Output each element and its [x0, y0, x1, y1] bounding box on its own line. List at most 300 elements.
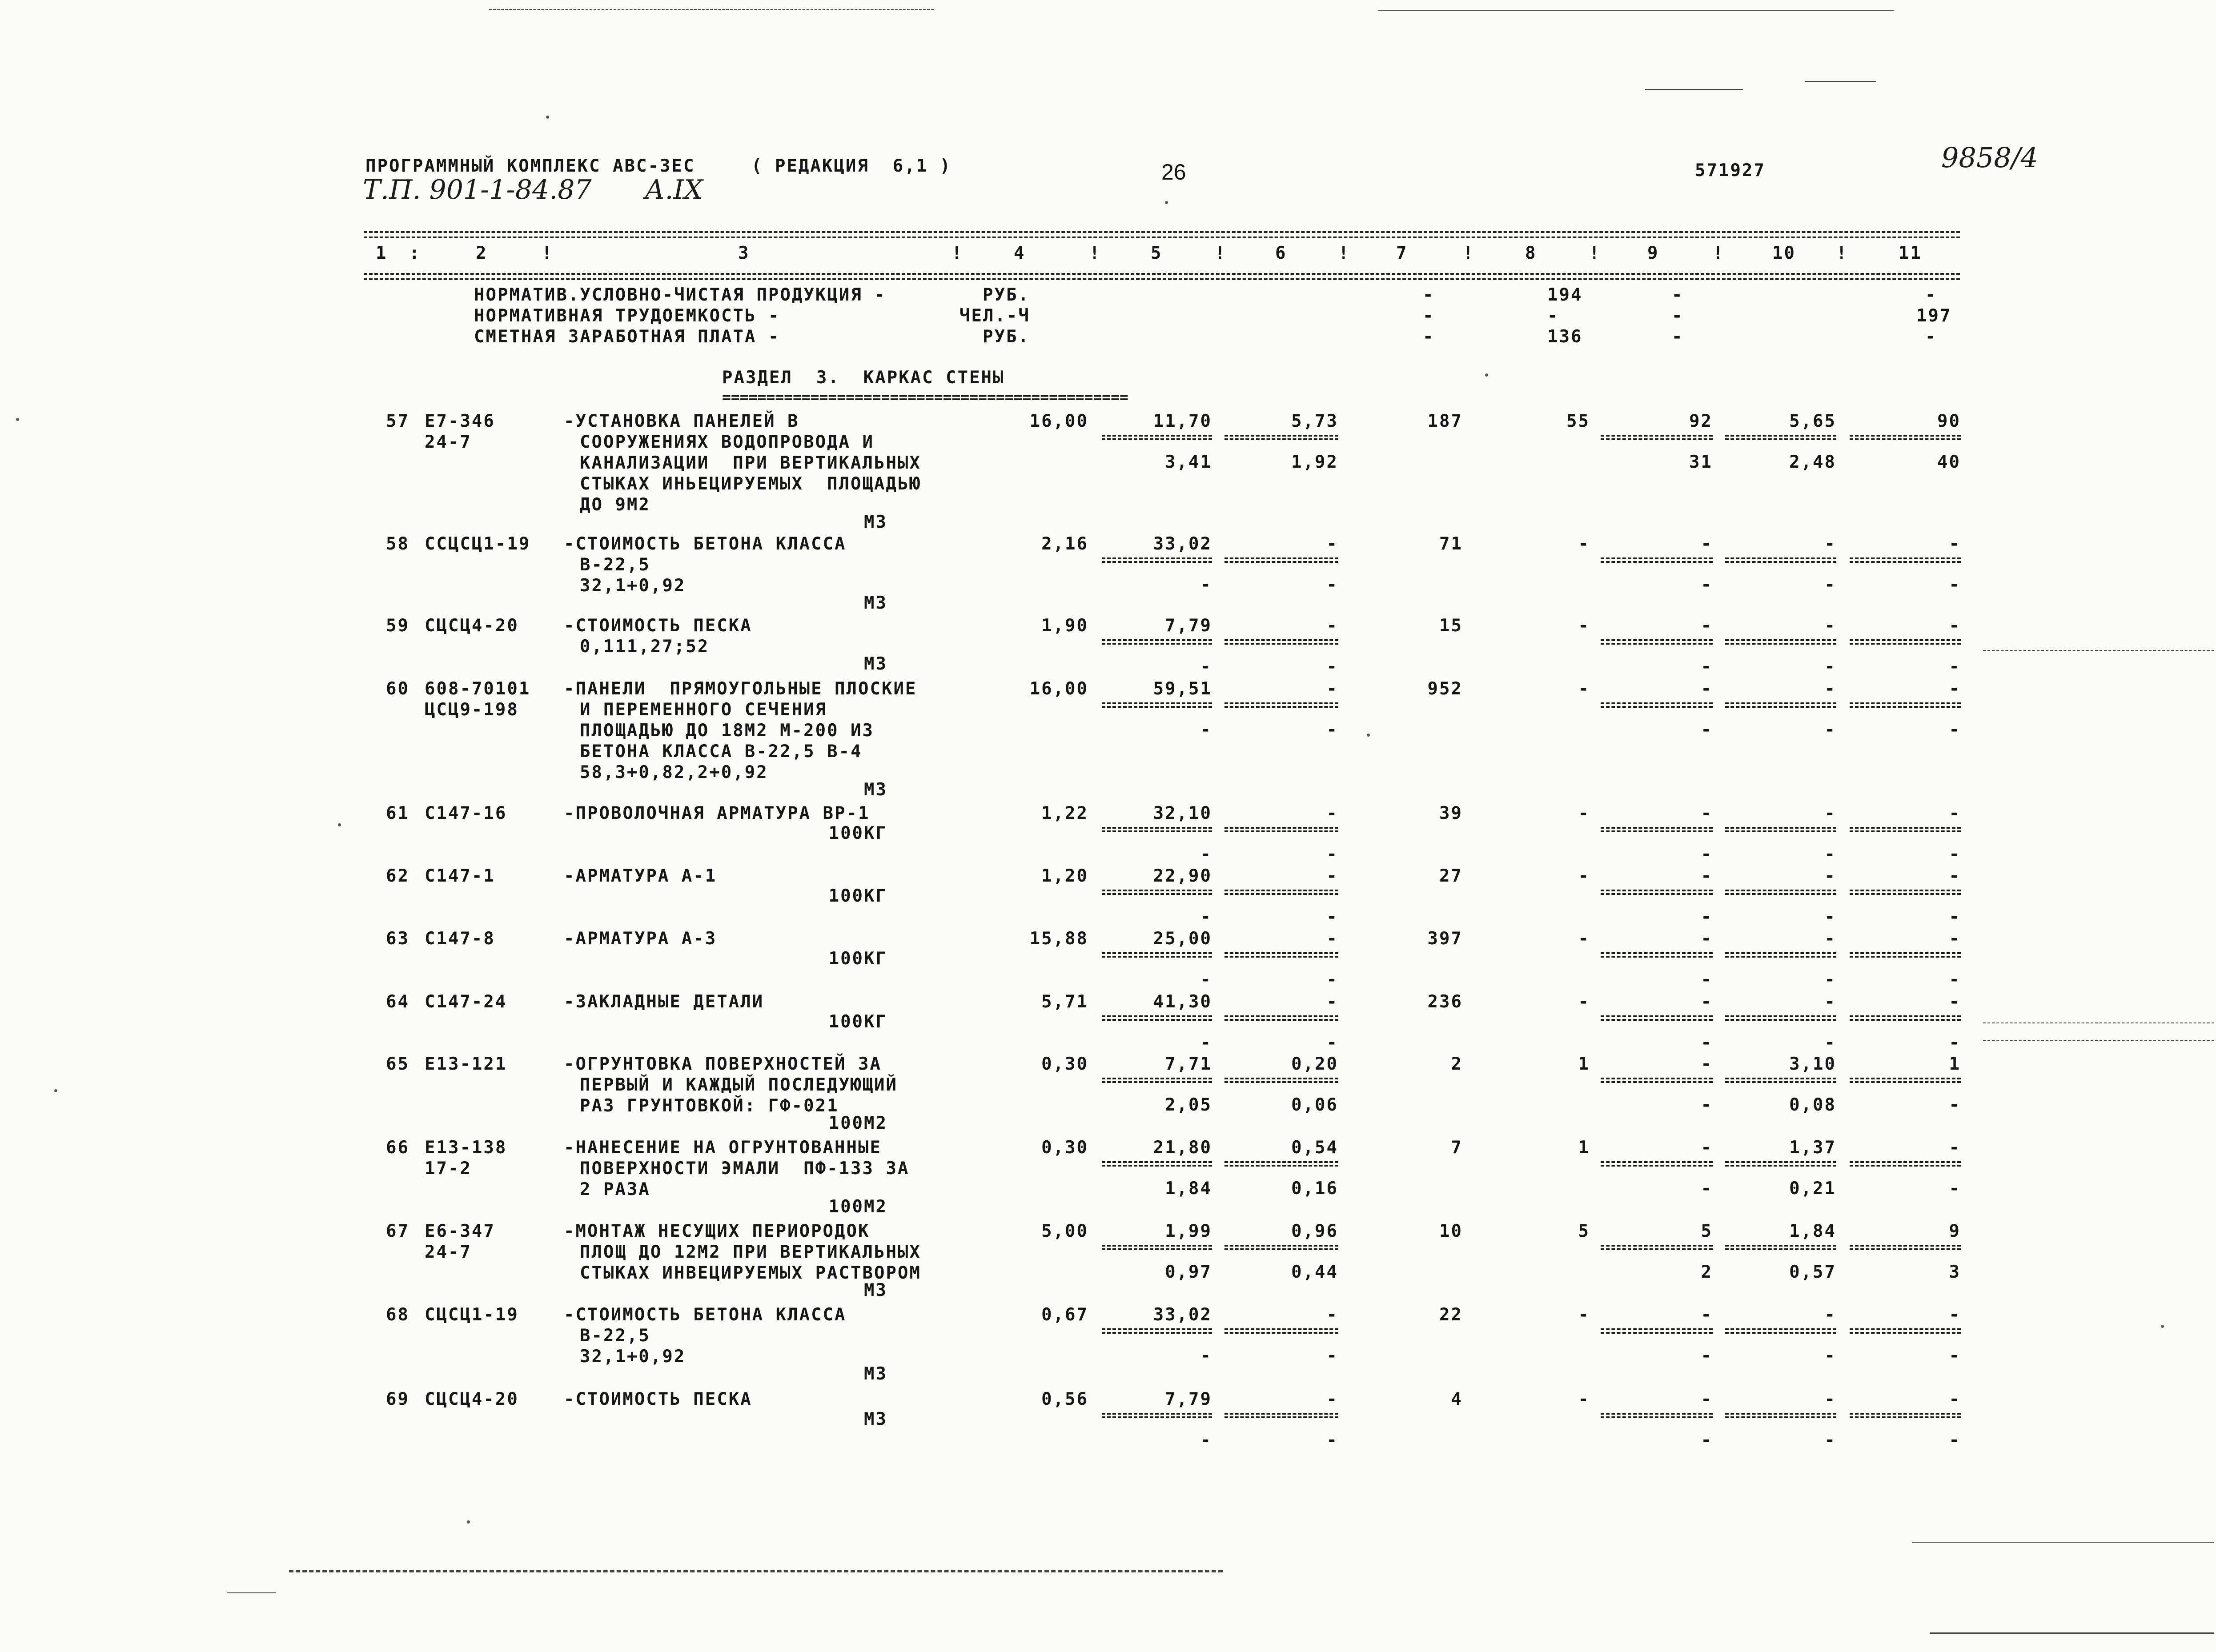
fraction-rule	[1102, 830, 1212, 832]
fraction-rule	[1725, 1416, 1836, 1418]
value-c5b: -	[1200, 907, 1212, 927]
value-c7: 15	[1439, 616, 1463, 636]
work-description: ПОВЕРХНОСТИ ЭМАЛИ ПФ-133 ЗА	[580, 1159, 910, 1179]
unit-of-measure: М3	[864, 1364, 887, 1384]
fraction-rule	[1725, 561, 1836, 563]
fraction-rule	[1224, 1165, 1338, 1167]
value-c4: 0,30	[1041, 1138, 1088, 1158]
work-description: -НАНЕСЕНИЕ НА ОГРУНТОВАННЫЕ	[564, 1138, 882, 1158]
fraction-rule	[1224, 1019, 1338, 1021]
summary-value: -	[1925, 285, 1937, 305]
value-c10b: 2,48	[1789, 452, 1836, 472]
fraction-rule	[1850, 706, 1961, 708]
fraction-rule	[1850, 830, 1961, 832]
summary-label: СМЕТНАЯ ЗАРАБОТНАЯ ПЛАТА -	[474, 327, 780, 347]
fraction-rule	[1601, 1015, 1713, 1017]
fraction-rule	[1725, 1015, 1836, 1017]
fraction-rule	[1224, 893, 1338, 895]
value-c11b: -	[1949, 720, 1961, 740]
fraction-rule	[1725, 1332, 1836, 1334]
value-c11: -	[1949, 866, 1961, 886]
row-number: 67	[386, 1221, 409, 1241]
value-c11: -	[1949, 929, 1961, 949]
fraction-rule	[1725, 1161, 1836, 1163]
work-description: 0,111,27;52	[580, 637, 710, 657]
fraction-rule	[1102, 1078, 1212, 1079]
fraction-rule	[1725, 956, 1836, 958]
fraction-rule	[1102, 639, 1212, 641]
norm-code: 17-2	[425, 1159, 472, 1179]
norm-code: E7-346	[425, 411, 495, 431]
row-number: 69	[386, 1389, 409, 1409]
work-description: СТЫКАХ ИНВЕЦИРУЕМЫХ РАСТВОРОМ	[580, 1263, 921, 1283]
work-description: КАНАЛИЗАЦИИ ПРИ ВЕРТИКАЛЬНЫХ	[580, 453, 921, 473]
value-c4: 0,56	[1041, 1389, 1088, 1409]
value-c10b: -	[1824, 844, 1836, 864]
fraction-rule	[1725, 702, 1836, 704]
value-c11: -	[1949, 992, 1961, 1012]
fraction-rule	[1102, 1416, 1212, 1418]
value-c7: 187	[1427, 411, 1463, 431]
value-c5: 7,79	[1165, 616, 1212, 636]
work-description: -АРМАТУРА А-1	[564, 866, 717, 886]
fraction-rule	[1850, 557, 1961, 559]
value-c10b: -	[1824, 1033, 1836, 1053]
fraction-rule	[1850, 1165, 1961, 1167]
fraction-rule	[1102, 1245, 1212, 1247]
summary-value: -	[1672, 285, 1684, 305]
fraction-rule	[1102, 702, 1212, 704]
value-c10: -	[1824, 1389, 1836, 1409]
value-c5: 41,30	[1153, 992, 1212, 1012]
fraction-rule	[1725, 830, 1836, 832]
row-number: 65	[386, 1054, 409, 1074]
scan-line	[289, 1570, 1223, 1572]
row-number: 59	[386, 616, 409, 636]
value-c8: 55	[1566, 411, 1590, 431]
value-c5b: 3,41	[1165, 452, 1212, 472]
value-c11: -	[1949, 803, 1961, 823]
fraction-rule	[1850, 639, 1961, 641]
value-c10b: -	[1824, 1346, 1836, 1366]
norm-code: СЦСЦ4-20	[425, 616, 519, 636]
fraction-rule	[1102, 952, 1212, 954]
fraction-rule	[1224, 435, 1338, 437]
value-c11b: -	[1949, 970, 1961, 990]
value-c5: 25,00	[1153, 929, 1212, 949]
fraction-rule	[1224, 827, 1338, 829]
fraction-rule	[1850, 890, 1961, 891]
fraction-rule	[1725, 1081, 1836, 1083]
col-sep: :	[409, 243, 421, 263]
work-description: В-22,5	[580, 555, 650, 575]
fraction-rule	[1102, 893, 1212, 895]
norm-code: Е13-138	[425, 1138, 507, 1158]
value-c4: 15,88	[1029, 929, 1088, 949]
value-c10b: -	[1824, 575, 1836, 595]
value-c6: 0,20	[1291, 1054, 1338, 1074]
fraction-rule	[1850, 1332, 1961, 1334]
fraction-rule	[1601, 1416, 1713, 1418]
value-c10b: -	[1824, 720, 1836, 740]
fraction-rule	[1102, 1019, 1212, 1021]
unit-of-measure: М3	[864, 593, 887, 613]
value-c9b: 2	[1701, 1262, 1713, 1282]
col-sep: !	[1089, 243, 1101, 263]
fraction-rule	[1224, 1081, 1338, 1083]
value-c4: 1,20	[1041, 866, 1088, 886]
value-c8: -	[1578, 992, 1590, 1012]
norm-code: 608-70101	[425, 679, 531, 699]
handwritten-album: А.IX	[645, 174, 703, 205]
fraction-rule	[1224, 1245, 1338, 1247]
fraction-rule	[1224, 890, 1338, 891]
col-11: 11	[1899, 243, 1922, 263]
value-c6: -	[1326, 534, 1338, 554]
value-c9b: -	[1701, 720, 1713, 740]
value-c11: 90	[1937, 411, 1961, 431]
value-c5: 11,70	[1153, 411, 1212, 431]
value-c6b: -	[1326, 907, 1338, 927]
work-description: И ПЕРЕМЕННОГО СЕЧЕНИЯ	[580, 700, 827, 720]
value-c11b: -	[1949, 907, 1961, 927]
value-c11: -	[1949, 1138, 1961, 1158]
summary-label: НОРМАТИВ.УСЛОВНО-ЧИСТАЯ ПРОДУКЦИЯ -	[474, 285, 886, 305]
fraction-rule	[1725, 893, 1836, 895]
value-c11b: -	[1949, 1430, 1961, 1450]
value-c9b: -	[1701, 657, 1713, 677]
value-c10b: -	[1824, 907, 1836, 927]
fraction-rule	[1102, 1413, 1212, 1415]
fraction-rule	[1601, 890, 1713, 891]
value-c10: -	[1824, 534, 1836, 554]
value-c9b: -	[1701, 575, 1713, 595]
fraction-rule	[1224, 1078, 1338, 1079]
fraction-rule	[1725, 1328, 1836, 1330]
work-description: 2 РАЗА	[580, 1179, 650, 1199]
scan-dot	[546, 116, 549, 119]
value-c10: -	[1824, 803, 1836, 823]
unit-of-measure: 100М2	[828, 1197, 887, 1217]
value-c5b: -	[1200, 844, 1212, 864]
scan-dot	[1165, 201, 1168, 204]
summary-unit: РУБ.	[983, 327, 1030, 347]
fraction-rule	[1601, 1161, 1713, 1163]
col-sep: !	[951, 243, 963, 263]
work-description: -ПРОВОЛОЧНАЯ АРМАТУРА ВР-1	[564, 803, 870, 823]
value-c8: 5	[1578, 1221, 1590, 1241]
fraction-rule	[1725, 890, 1836, 891]
value-c11: -	[1949, 534, 1961, 554]
summary-value: 136	[1547, 327, 1583, 347]
work-description: -СТОИМОСТЬ БЕТОНА КЛАССА	[564, 1305, 847, 1325]
col-8: 8	[1525, 243, 1537, 263]
fraction-rule	[1725, 1078, 1836, 1079]
value-c6: -	[1326, 616, 1338, 636]
fraction-rule	[1601, 702, 1713, 704]
value-c5b: 2,05	[1165, 1095, 1212, 1115]
value-c5b: -	[1200, 657, 1212, 677]
scan-dot	[2161, 1325, 2164, 1328]
value-c9b: -	[1701, 844, 1713, 864]
fraction-rule	[1102, 561, 1212, 563]
value-c5b: -	[1200, 1346, 1212, 1366]
value-c9b: -	[1701, 907, 1713, 927]
scan-dot	[54, 1089, 57, 1092]
value-c6b: 0,16	[1291, 1179, 1338, 1199]
fraction-rule	[1601, 1078, 1713, 1079]
fraction-rule	[1224, 1015, 1338, 1017]
fraction-rule	[1850, 1019, 1961, 1021]
value-c6b: -	[1326, 720, 1338, 740]
norm-code: 24-7	[425, 1242, 472, 1262]
col-sep: !	[1836, 243, 1848, 263]
value-c6: -	[1326, 1305, 1338, 1325]
fraction-rule	[1601, 1328, 1713, 1330]
fraction-rule	[1102, 557, 1212, 559]
fraction-rule	[1224, 830, 1338, 832]
value-c8: -	[1578, 1305, 1590, 1325]
value-c7: 22	[1439, 1305, 1463, 1325]
row-number: 68	[386, 1305, 409, 1325]
value-c5b: -	[1200, 720, 1212, 740]
fraction-rule	[1224, 952, 1338, 954]
work-description: СТЫКАХ ИНЬЕЦИРУЕМЫХ ПЛОЩАДЬЮ	[580, 474, 921, 494]
page-number: 26	[1161, 160, 1186, 184]
fraction-rule	[1850, 561, 1961, 563]
col-sep: !	[1338, 243, 1350, 263]
value-c11b: -	[1949, 1179, 1961, 1199]
value-c5b: -	[1200, 970, 1212, 990]
value-c9b: -	[1701, 1346, 1713, 1366]
fraction-rule	[1725, 952, 1836, 954]
fraction-rule	[1102, 956, 1212, 958]
summary-label: НОРМАТИВНАЯ ТРУДОЕМКОСТЬ -	[474, 306, 780, 326]
fraction-rule	[1601, 643, 1713, 645]
value-c11b: 40	[1937, 452, 1961, 472]
value-c6: 5,73	[1291, 411, 1338, 431]
fraction-rule	[1224, 1416, 1338, 1418]
scan-line	[1378, 10, 1894, 11]
fraction-rule	[1850, 952, 1961, 954]
value-c9b: 31	[1689, 452, 1713, 472]
fraction-rule	[1601, 956, 1713, 958]
summary-unit: РУБ.	[983, 285, 1030, 305]
value-c11b: -	[1949, 1033, 1961, 1053]
value-c9: -	[1701, 616, 1713, 636]
document-number: 571927	[1695, 160, 1766, 180]
work-description: 32,1+0,92	[580, 576, 686, 596]
scan-dot	[1367, 734, 1370, 737]
value-c9b: -	[1701, 970, 1713, 990]
value-c7: 27	[1439, 866, 1463, 886]
fraction-rule	[1850, 1081, 1961, 1083]
scan-line	[1983, 650, 2214, 651]
fraction-rule	[1102, 643, 1212, 645]
summary-value: -	[1925, 327, 1937, 347]
value-c10: -	[1824, 616, 1836, 636]
value-c4: 16,00	[1029, 411, 1088, 431]
value-c7: 7	[1451, 1138, 1463, 1158]
value-c5: 32,10	[1153, 803, 1212, 823]
fraction-rule	[1850, 893, 1961, 895]
program-title: ПРОГРАММНЫЙ КОМПЛЕКС АВС-ЗЕС	[365, 156, 695, 176]
work-description: ПЕРВЫЙ И КАЖДЫЙ ПОСЛЕДУЮЩИЙ	[580, 1075, 898, 1095]
fraction-rule	[1725, 1165, 1836, 1167]
value-c4: 2,16	[1041, 534, 1088, 554]
fraction-rule	[1224, 956, 1338, 958]
value-c5: 1,99	[1165, 1221, 1212, 1241]
value-c7: 4	[1451, 1389, 1463, 1409]
col-6: 6	[1275, 243, 1287, 263]
col-3: 3	[738, 243, 750, 263]
unit-of-measure: 100КГ	[828, 886, 887, 906]
value-c5: 33,02	[1153, 534, 1212, 554]
value-c9: -	[1701, 1054, 1713, 1074]
handwritten-project-code: Т.П. 901-1-84.87	[363, 174, 592, 205]
scan-dot	[467, 1520, 470, 1524]
value-c10: 1,37	[1789, 1138, 1836, 1158]
value-c6b: 0,06	[1291, 1095, 1338, 1115]
fraction-rule	[1601, 1019, 1713, 1021]
value-c5b: -	[1200, 1033, 1212, 1053]
fraction-rule	[1601, 1165, 1713, 1167]
fraction-rule	[1601, 827, 1713, 829]
col-sep: !	[1713, 243, 1725, 263]
fraction-rule	[1850, 1078, 1961, 1079]
norm-code: ЦСЦ9-198	[425, 700, 519, 720]
fraction-rule	[1850, 438, 1961, 440]
value-c6b: -	[1326, 1346, 1338, 1366]
fraction-rule	[1601, 952, 1713, 954]
unit-of-measure: 100М2	[828, 1113, 887, 1133]
header-top-rule	[364, 231, 1960, 233]
work-description: -АРМАТУРА А-3	[564, 929, 717, 949]
unit-of-measure: М3	[864, 512, 887, 532]
fraction-rule	[1601, 893, 1713, 895]
value-c11b: -	[1949, 1095, 1961, 1115]
fraction-rule	[1850, 643, 1961, 645]
work-description: В-22,5	[580, 1326, 650, 1346]
header-top-rule-2	[364, 237, 1960, 238]
value-c10: -	[1824, 679, 1836, 699]
row-number: 64	[386, 992, 409, 1012]
value-c9: -	[1701, 1138, 1713, 1158]
summary-unit: ЧЕЛ.-Ч	[959, 306, 1030, 326]
scan-line	[1645, 89, 1743, 90]
scan-line	[1983, 1022, 2214, 1023]
value-c9: -	[1701, 534, 1713, 554]
value-c7: 39	[1439, 803, 1463, 823]
fraction-rule	[1224, 1328, 1338, 1330]
norm-code: 24-7	[425, 432, 472, 452]
norm-code: С147-8	[425, 929, 495, 949]
col-9: 9	[1647, 243, 1659, 263]
fraction-rule	[1725, 1019, 1836, 1021]
value-c4: 5,00	[1041, 1221, 1088, 1241]
value-c10: -	[1824, 1305, 1836, 1325]
fraction-rule	[1601, 1245, 1713, 1247]
value-c7: 71	[1439, 534, 1463, 554]
value-c9b: -	[1701, 1095, 1713, 1115]
value-c5: 59,51	[1153, 679, 1212, 699]
value-c7: 2	[1451, 1054, 1463, 1074]
work-description: -МОНТАЖ НЕСУЩИХ ПЕРИОРОДОК	[564, 1221, 870, 1241]
scan-dot	[338, 823, 341, 826]
row-number: 66	[386, 1138, 409, 1158]
col-sep: !	[1589, 243, 1601, 263]
value-c10: 3,10	[1789, 1054, 1836, 1074]
fraction-rule	[1224, 438, 1338, 440]
unit-of-measure: М3	[864, 1409, 887, 1429]
fraction-rule	[1102, 706, 1212, 708]
unit-of-measure: М3	[864, 1280, 887, 1300]
section-title: РАЗДЕЛ 3. КАРКАС СТЕНЫ	[722, 368, 1005, 388]
value-c8: -	[1578, 534, 1590, 554]
summary-value: -	[1423, 285, 1435, 305]
fraction-rule	[1850, 956, 1961, 958]
value-c10b: -	[1824, 970, 1836, 990]
value-c10: 5,65	[1789, 411, 1836, 431]
fraction-rule	[1224, 1332, 1338, 1334]
fraction-rule	[1601, 639, 1713, 641]
value-c9: -	[1701, 1305, 1713, 1325]
work-description: -ОГРУНТОВКА ПОВЕРХНОСТЕЙ ЗА	[564, 1054, 882, 1074]
fraction-rule	[1850, 1245, 1961, 1247]
value-c5b: -	[1200, 1430, 1212, 1450]
value-c6b: -	[1326, 657, 1338, 677]
fraction-rule	[1601, 557, 1713, 559]
col-sep: !	[542, 243, 554, 263]
value-c7: 397	[1427, 929, 1463, 949]
fraction-rule	[1725, 557, 1836, 559]
summary-value: -	[1423, 327, 1435, 347]
value-c6: -	[1326, 929, 1338, 949]
scan-line	[1983, 1040, 2214, 1041]
value-c5: 21,80	[1153, 1138, 1212, 1158]
value-c8: 1	[1578, 1054, 1590, 1074]
value-c10: -	[1824, 866, 1836, 886]
value-c4: 1,22	[1041, 803, 1088, 823]
scan-dot	[1485, 373, 1488, 377]
value-c9: -	[1701, 866, 1713, 886]
value-c8: -	[1578, 1389, 1590, 1409]
value-c9: 5	[1701, 1221, 1713, 1241]
header-bottom-rule	[364, 273, 1960, 275]
value-c9b: -	[1701, 1179, 1713, 1199]
value-c6b: -	[1326, 575, 1338, 595]
fraction-rule	[1601, 1332, 1713, 1334]
value-c10b: -	[1824, 1430, 1836, 1450]
value-c9: -	[1701, 803, 1713, 823]
fraction-rule	[1102, 1015, 1212, 1017]
row-number: 58	[386, 534, 409, 554]
value-c4: 16,00	[1029, 679, 1088, 699]
fraction-rule	[1601, 435, 1713, 437]
value-c5b: 1,84	[1165, 1179, 1212, 1199]
value-c11: -	[1949, 1305, 1961, 1325]
fraction-rule	[1102, 1161, 1212, 1163]
summary-value: -	[1423, 306, 1435, 326]
value-c6b: -	[1326, 1430, 1338, 1450]
fraction-rule	[1850, 702, 1961, 704]
value-c5b: -	[1200, 575, 1212, 595]
value-c10b: -	[1824, 657, 1836, 677]
fraction-rule	[1601, 561, 1713, 563]
fraction-rule	[1102, 438, 1212, 440]
value-c10b: 0,57	[1789, 1262, 1836, 1282]
work-description: ПЛОЩАДЬЮ ДО 18М2 М-200 ИЗ	[580, 721, 874, 741]
